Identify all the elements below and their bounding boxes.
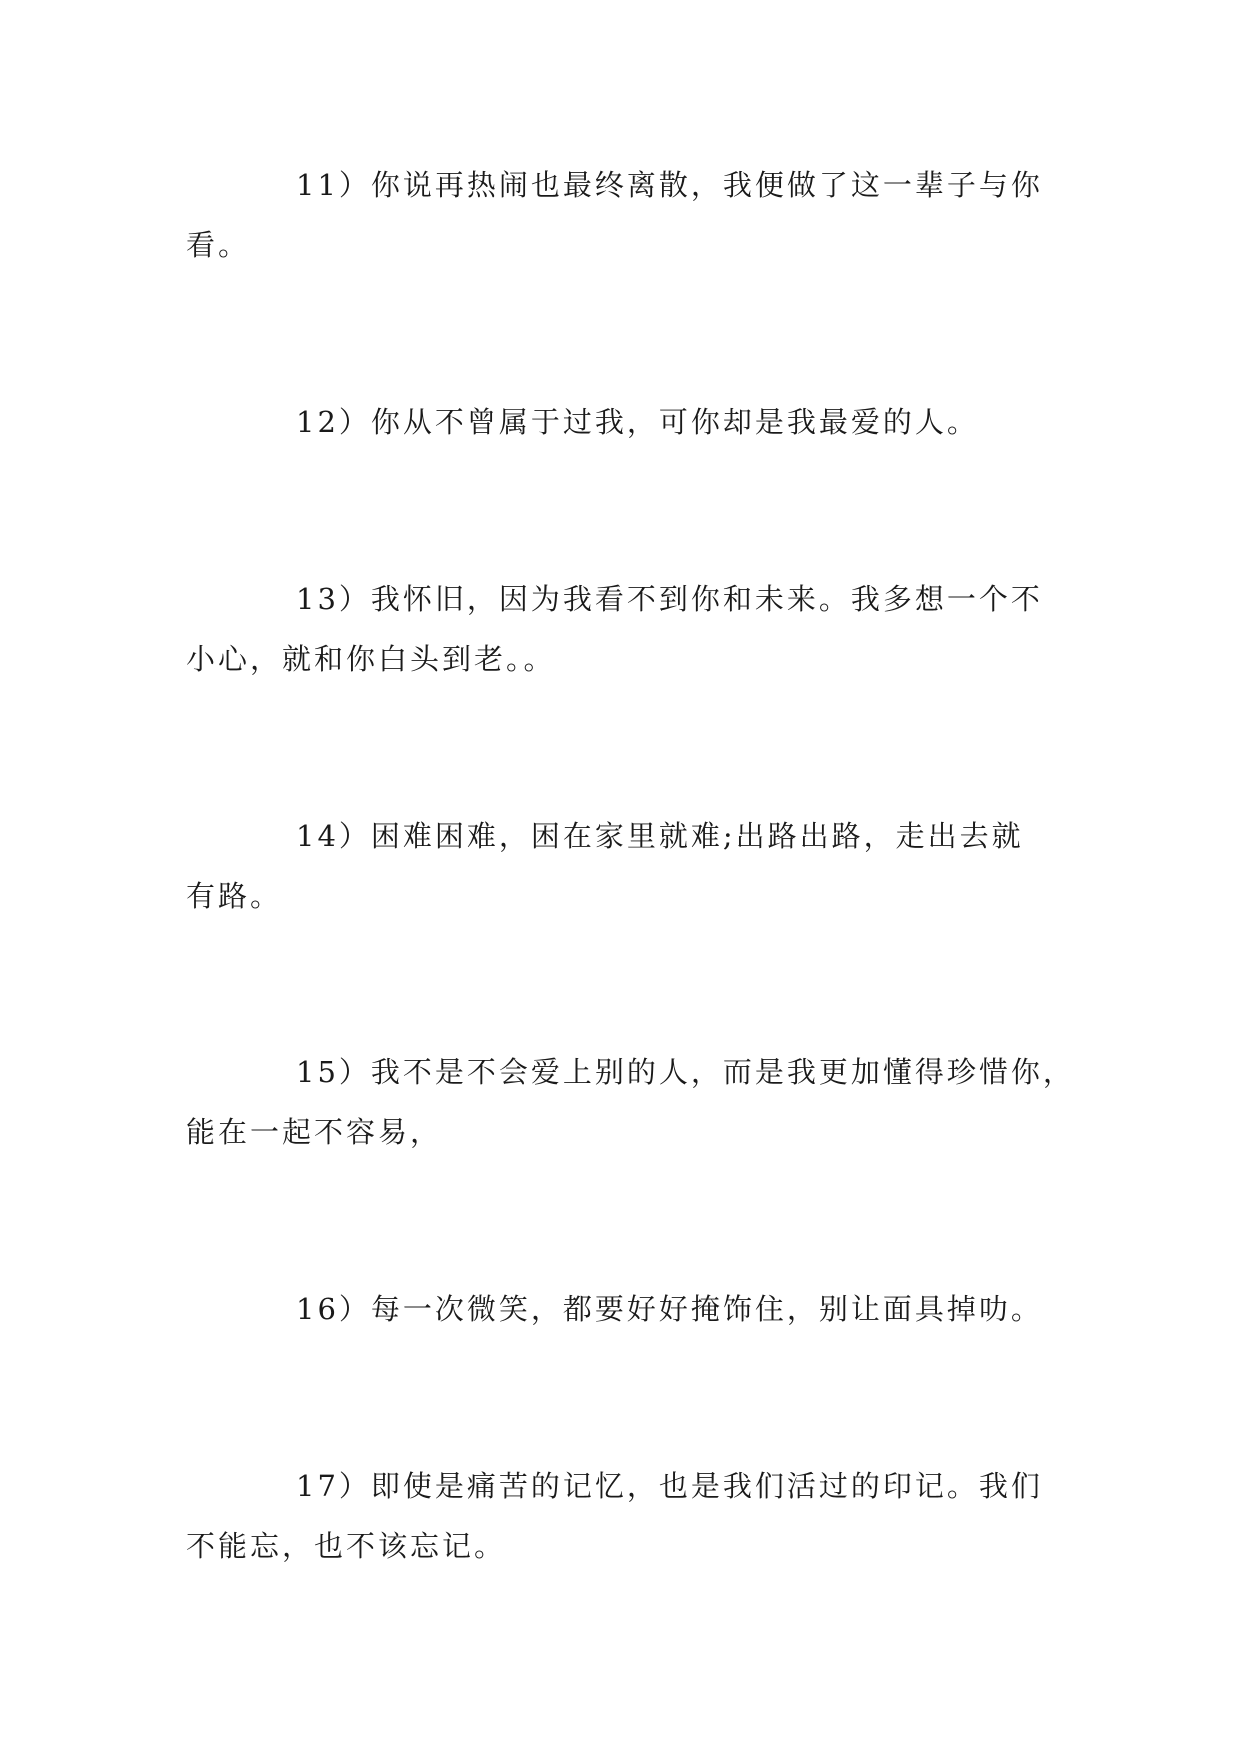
paragraph-12	[186, 392, 1056, 452]
paragraph-11	[186, 155, 1056, 275]
paragraph-15	[186, 1042, 1075, 1162]
paragraph-14	[186, 806, 1056, 926]
paragraph-line: 12）你从不曾属于过我，可你却是我最爱的人。	[296, 405, 979, 439]
paragraph-line: 17）即使是痛苦的记忆，也是我们活过的印记。我们	[296, 1469, 1043, 1503]
paragraph-line: 能在一起不容易，	[186, 1115, 443, 1149]
paragraph-line: 11）你说再热闹也最终离散，我便做了这一辈子与你	[296, 168, 1043, 202]
paragraph-line: 有路。	[186, 879, 283, 913]
paragraph-17	[186, 1456, 1056, 1576]
paragraph-line: 不能忘，也不该忘记。	[186, 1529, 507, 1563]
paragraph-line: 13）我怀旧，因为我看不到你和未来。我多想一个不	[296, 582, 1043, 616]
paragraph-line: 14）困难困难，困在家里就难;出路出路，走出去就	[296, 819, 1024, 853]
paragraph-line: 小心，就和你白头到老。。	[186, 642, 556, 676]
paragraph-line: 15）我不是不会爱上别的人，而是我更加懂得珍惜你，	[296, 1055, 1075, 1089]
paragraph-13	[186, 569, 1056, 689]
paragraph-line: 看。	[186, 228, 251, 262]
paragraph-16	[186, 1279, 1056, 1339]
paragraph-line: 16）每一次微笑，都要好好掩饰住，别让面具掉叻。	[296, 1292, 1043, 1326]
